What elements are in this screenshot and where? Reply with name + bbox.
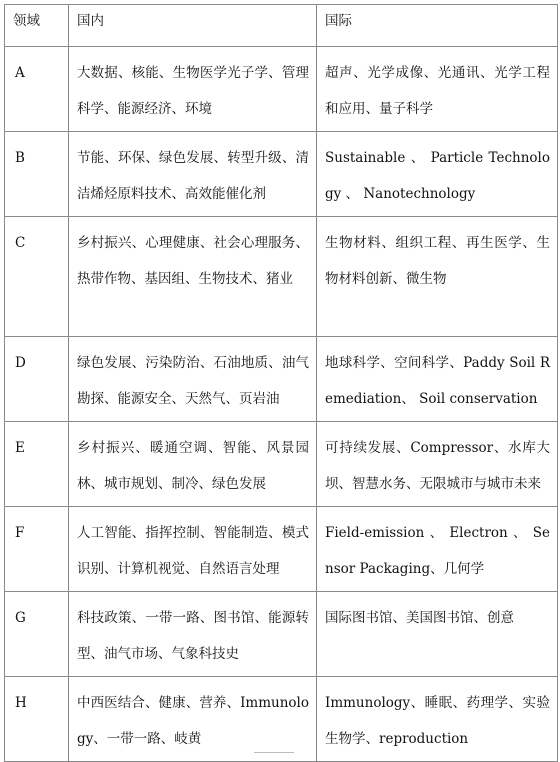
table-row bbox=[5, 132, 558, 217]
international-topics: 超声、光学成像、光通讯、光学工程和应用、量子科学 bbox=[317, 47, 558, 132]
domestic-topics: 乡村振兴、暖通空调、智能、风景园林、城市规划、制冷、绿色发展 bbox=[69, 422, 317, 507]
header-domestic: 国内 bbox=[69, 5, 317, 47]
international-topics: Immunology、睡眠、药理学、实验生物学、reproduction bbox=[317, 677, 558, 762]
international-topics: 国际图书馆、美国图书馆、创意 bbox=[317, 592, 558, 677]
field-code: G bbox=[5, 592, 69, 677]
international-topics: 可持续发展、Compressor、水库大坝、智慧水务、无限城市与城市未来 bbox=[317, 422, 558, 507]
field-code: C bbox=[5, 217, 69, 337]
domestic-topics: 节能、环保、绿色发展、转型升级、清洁烯烃原料技术、高效能催化剂 bbox=[69, 132, 317, 217]
research-fields-table bbox=[4, 4, 558, 762]
table-header-row bbox=[5, 5, 558, 47]
header-international: 国际 bbox=[317, 5, 558, 47]
international-topics: 生物材料、组织工程、再生医学、生物材料创新、微生物 bbox=[317, 217, 558, 337]
international-topics: Field-emission 、 Electron 、 Sensor Packaging、几何学 bbox=[317, 507, 558, 592]
header-field: 领域 bbox=[5, 5, 69, 47]
domestic-topics: 大数据、核能、生物医学光子学、管理科学、能源经济、环境 bbox=[69, 47, 317, 132]
table-row bbox=[5, 592, 558, 677]
field-code: H bbox=[5, 677, 69, 762]
table-row bbox=[5, 507, 558, 592]
international-topics: Sustainable 、 Particle Technology 、 Nanotechnology bbox=[317, 132, 558, 217]
table-row bbox=[5, 47, 558, 132]
table-row bbox=[5, 337, 558, 422]
domestic-topics: 乡村振兴、心理健康、社会心理服务、热带作物、基因组、生物技术、猪业 bbox=[69, 217, 317, 337]
field-code: A bbox=[5, 47, 69, 132]
field-code: B bbox=[5, 132, 69, 217]
domestic-topics: 科技政策、一带一路、图书馆、能源转型、油气市场、气象科技史 bbox=[69, 592, 317, 677]
domestic-topics: 人工智能、指挥控制、智能制造、模式识别、计算机视觉、自然语言处理 bbox=[69, 507, 317, 592]
table-row bbox=[5, 217, 558, 337]
field-code: E bbox=[5, 422, 69, 507]
field-code: D bbox=[5, 337, 69, 422]
domestic-topics: 绿色发展、污染防治、石油地质、油气勘探、能源安全、天然气、页岩油 bbox=[69, 337, 317, 422]
table-row bbox=[5, 422, 558, 507]
domestic-topics: 中西医结合、健康、营养、Immunology、一带一路、岐黄 bbox=[69, 677, 317, 762]
bottom-divider bbox=[254, 752, 294, 753]
table-row bbox=[5, 677, 558, 762]
international-topics: 地球科学、空间科学、Paddy Soil Remediation、 Soil conservation bbox=[317, 337, 558, 422]
field-code: F bbox=[5, 507, 69, 592]
